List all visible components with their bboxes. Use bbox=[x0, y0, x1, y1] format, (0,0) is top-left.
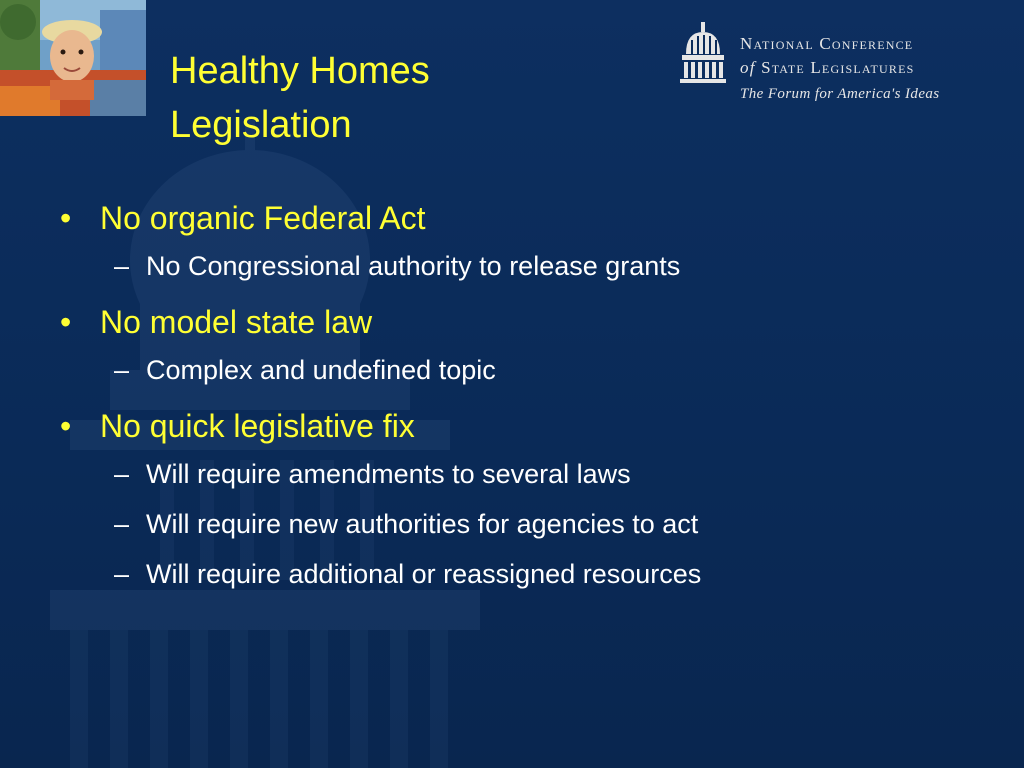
bullet-text: No organic Federal Act bbox=[100, 200, 426, 236]
sub-bullet-marker: – bbox=[114, 509, 130, 539]
sub-bullet-marker: – bbox=[114, 355, 130, 385]
bullet-list bbox=[60, 186, 990, 600]
bullet-item bbox=[60, 194, 990, 242]
sub-bullet-marker: – bbox=[114, 559, 130, 589]
sub-bullet-text: Will require additional or reassigned resources bbox=[146, 559, 702, 589]
sub-bullet-item bbox=[60, 242, 990, 290]
slide-title bbox=[170, 44, 590, 152]
sub-bullet-item bbox=[60, 550, 990, 598]
logo-state-legislatures-text: State Legislatures bbox=[761, 58, 915, 77]
slide-title-line2: Legislation bbox=[170, 104, 352, 146]
logo-line-national-conference: National Conference bbox=[740, 34, 914, 53]
slide-title-line1: Healthy Homes bbox=[170, 50, 430, 92]
sub-bullet-text: Complex and undefined topic bbox=[146, 355, 496, 385]
bullet-text: No quick legislative fix bbox=[100, 408, 415, 444]
logo-line-state-legislatures bbox=[740, 58, 914, 78]
bullet-marker: • bbox=[60, 408, 72, 444]
bullet-marker: • bbox=[60, 200, 72, 236]
capitol-dome-icon bbox=[680, 22, 726, 84]
sub-bullet-text: No Congressional authority to release grants bbox=[146, 251, 681, 281]
sub-bullet-item bbox=[60, 346, 990, 394]
bullet-item bbox=[60, 298, 990, 346]
sub-bullet-item bbox=[60, 450, 990, 498]
bullet-text: No model state law bbox=[100, 304, 373, 340]
sub-bullet-text: Will require new authorities for agencies to act bbox=[146, 509, 699, 539]
logo-word-of: of bbox=[740, 58, 756, 77]
sub-bullet-marker: – bbox=[114, 251, 130, 281]
sub-bullet-text: Will require amendments to several laws bbox=[146, 459, 631, 489]
sub-bullet-item bbox=[60, 500, 990, 548]
logo-tagline: The Forum for America's Ideas bbox=[740, 86, 940, 102]
header-photo-collage bbox=[0, 0, 146, 116]
bullet-item bbox=[60, 402, 990, 450]
bullet-marker: • bbox=[60, 304, 72, 340]
ncsl-logo bbox=[676, 22, 1006, 112]
sub-bullet-marker: – bbox=[114, 459, 130, 489]
